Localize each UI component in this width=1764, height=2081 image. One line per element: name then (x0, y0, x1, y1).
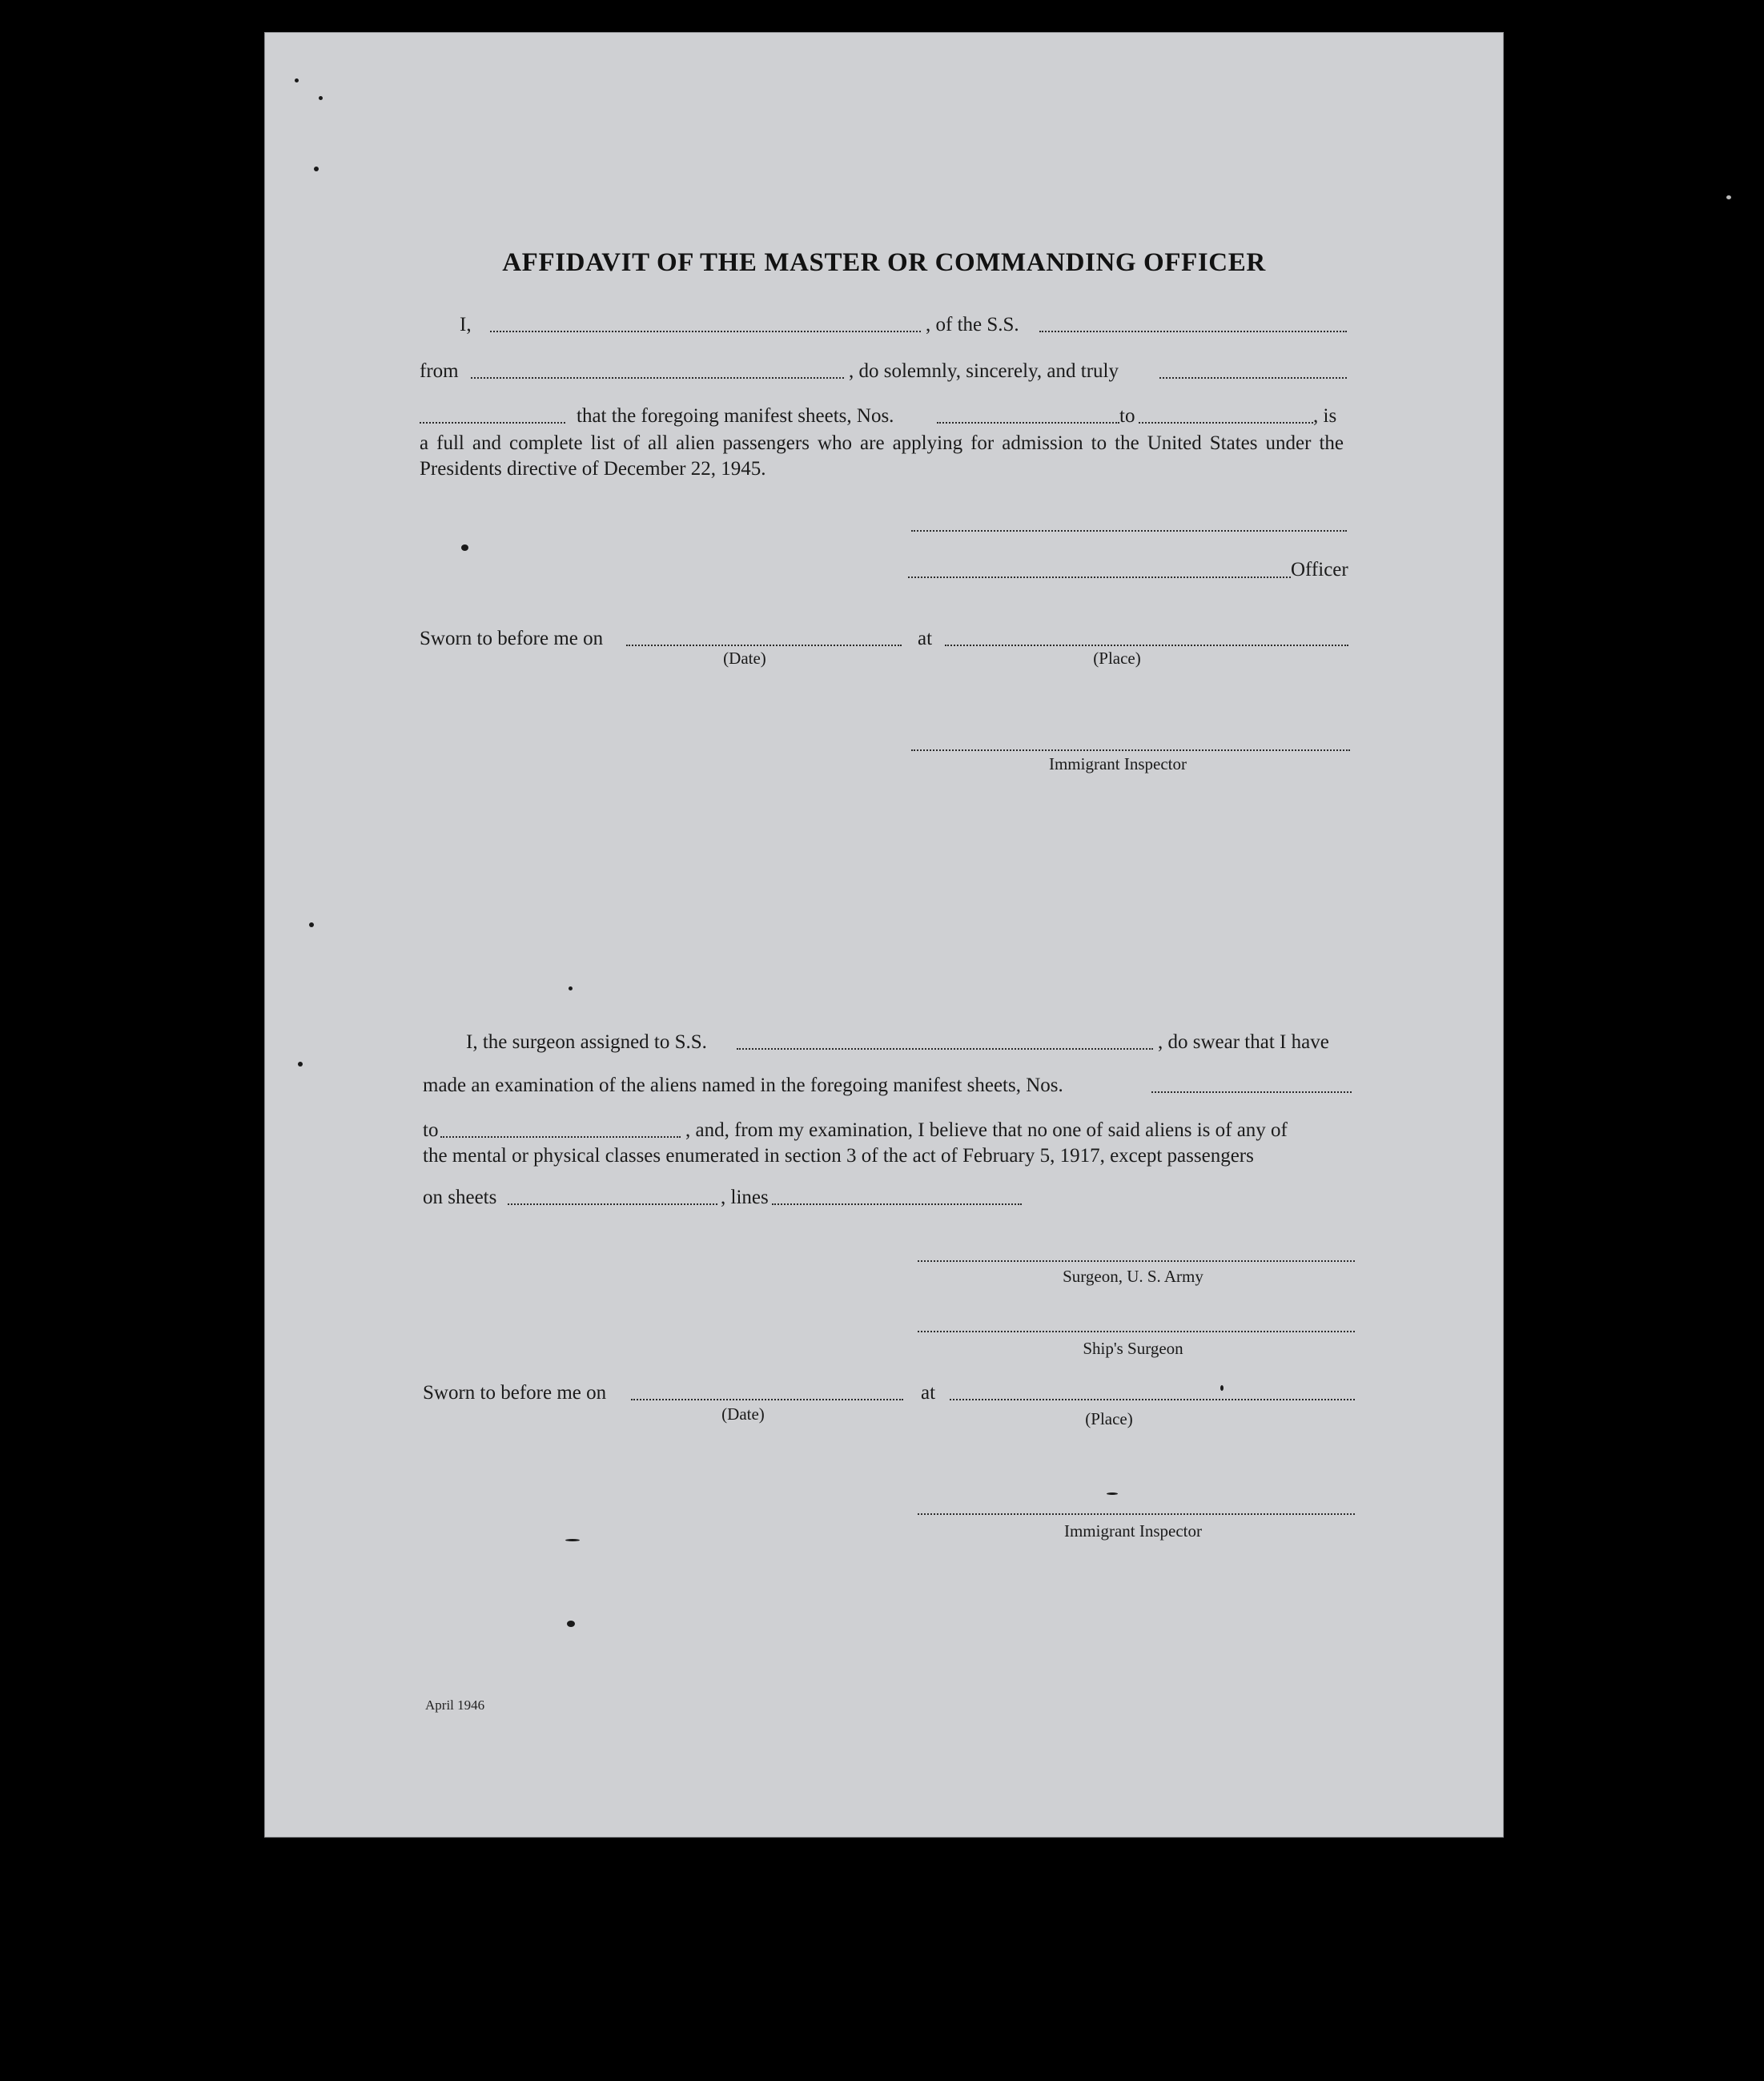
master-place-caption: (Place) (1093, 649, 1141, 668)
master-ship-field[interactable] (1039, 331, 1347, 332)
surgeon-to-label: to (423, 1119, 439, 1141)
master-inspector-caption: Immigrant Inspector (1048, 754, 1187, 773)
master-sworn-date-field[interactable] (626, 645, 902, 646)
surgeon-sworn-place-field[interactable] (950, 1399, 1355, 1400)
surgeon-classes-label: the mental or physical classes enumerated in section 3 of the act of February 5, 1917, except passengers (423, 1145, 1254, 1167)
master-date-caption: (Date) (723, 649, 766, 668)
surgeon-place-caption: (Place) (1085, 1409, 1133, 1428)
army-surgeon-caption: Surgeon, U. S. Army (1063, 1267, 1203, 1286)
master-sworn-label: Sworn to before me on (420, 628, 604, 649)
surgeon-belief-label: , and, from my examination, I believe that no one of said aliens is of any of (685, 1119, 1288, 1141)
surgeon-sworn-label: Sworn to before me on (423, 1382, 607, 1404)
scan-speck (314, 167, 319, 171)
scan-speck (298, 1062, 303, 1067)
surgeon-lines-field[interactable] (772, 1203, 1022, 1205)
master-from-label: from (420, 360, 459, 382)
form-revision-date: April 1946 (425, 1697, 485, 1713)
master-solemnly-label: , do solemnly, sincerely, and truly (849, 360, 1119, 382)
master-at-label: at (918, 628, 933, 649)
master-inspector-signature-line[interactable] (911, 749, 1350, 751)
form-sheet (264, 32, 1504, 1838)
surgeon-sheets-field[interactable] (508, 1203, 717, 1205)
officer-label: Officer (1291, 559, 1348, 581)
surgeon-sheets-label: on sheets (423, 1187, 497, 1208)
scan-speck (569, 986, 573, 990)
surgeon-date-caption: (Date) (721, 1404, 765, 1424)
scan-speck (565, 1539, 580, 1541)
master-to-label: to (1119, 405, 1135, 427)
scan-speck (461, 544, 468, 551)
form-title: AFFIDAVIT OF THE MASTER OR COMMANDING OFFICER (502, 248, 1266, 277)
master-declaration-text: a full and complete list of all alien passengers who are applying for admission to the United States under the Presidents directive of December 22, 1945. (420, 432, 1344, 480)
scan-speck (1107, 1492, 1118, 1495)
master-oath-field[interactable] (1159, 377, 1347, 379)
army-surgeon-signature-line[interactable] (918, 1260, 1355, 1262)
master-nos-to-field[interactable] (1139, 422, 1313, 424)
scan-speck (295, 78, 299, 82)
scan-speck (1220, 1385, 1224, 1391)
surgeon-inspector-signature-line[interactable] (918, 1513, 1355, 1515)
ship-surgeon-caption: Ship's Surgeon (1083, 1339, 1183, 1358)
scan-speck (319, 96, 323, 100)
surgeon-swear-label: , do swear that I have (1158, 1031, 1329, 1053)
officer-title-line[interactable] (908, 576, 1291, 578)
master-name-field[interactable] (490, 331, 921, 332)
master-i-label: I, (460, 314, 472, 335)
master-of-ss-label: , of the S.S. (926, 314, 1019, 335)
scan-speck (1726, 195, 1731, 199)
ship-surgeon-signature-line[interactable] (918, 1331, 1355, 1332)
surgeon-intro-label: I, the surgeon assigned to S.S. (466, 1031, 707, 1053)
master-from-field[interactable] (471, 377, 844, 379)
master-nos-from-field[interactable] (937, 422, 1119, 424)
surgeon-nos-from-field[interactable] (1151, 1091, 1352, 1093)
master-manifest-label: that the foregoing manifest sheets, Nos. (577, 405, 894, 427)
surgeon-at-label: at (921, 1382, 936, 1404)
surgeon-nos-to-field[interactable] (440, 1136, 681, 1138)
surgeon-sworn-date-field[interactable] (631, 1399, 903, 1400)
surgeon-examination-label: made an examination of the aliens named in the foregoing manifest sheets, Nos. (423, 1075, 1063, 1096)
surgeon-inspector-caption: Immigrant Inspector (1063, 1521, 1203, 1541)
surgeon-lines-label: , lines (721, 1187, 769, 1208)
scan-speck (567, 1621, 575, 1627)
surgeon-ship-field[interactable] (737, 1048, 1153, 1050)
master-sworn-place-field[interactable] (945, 645, 1348, 646)
officer-signature-line[interactable] (911, 530, 1347, 532)
master-swear-field[interactable] (420, 422, 565, 424)
scan-speck (309, 922, 314, 927)
master-is-label: , is (1313, 405, 1337, 427)
